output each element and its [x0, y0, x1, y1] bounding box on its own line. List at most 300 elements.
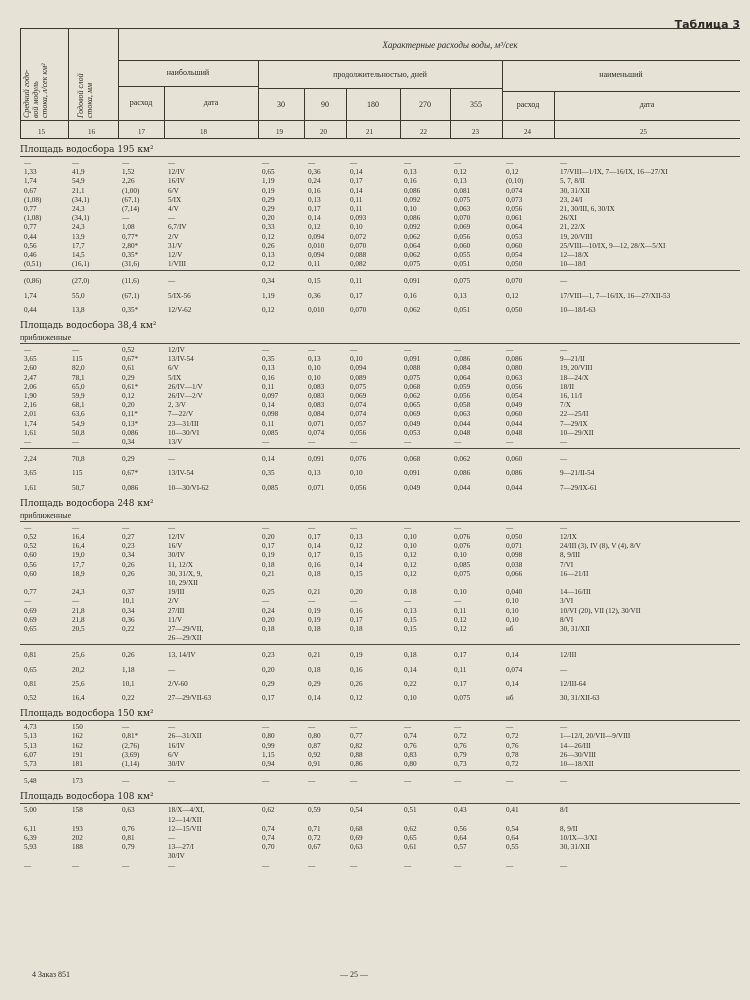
cell: 10/VI (20), VII (12), 30/VII [560, 606, 641, 615]
cell: 0,35 [262, 355, 275, 364]
cell: 0,10 [506, 606, 519, 615]
cell: — [308, 861, 316, 870]
cell: 0,11 [262, 382, 275, 391]
cell: 0,77 [24, 205, 37, 213]
cell: 27/III [168, 606, 185, 615]
cell: 1/VIII [168, 260, 186, 269]
cell: 0,089 [350, 373, 367, 382]
cell: 10—18/XII [560, 760, 594, 768]
table-row [0, 374, 750, 382]
table-row [0, 364, 750, 372]
summary-row [0, 651, 750, 659]
cell: — [404, 346, 412, 354]
table-row [0, 187, 750, 195]
cell: 30, 31/XII [560, 843, 590, 852]
cell: 0,15 [404, 625, 417, 633]
table-row [0, 346, 750, 354]
cell: 16/IV [168, 741, 185, 750]
cell: 0,92 [308, 750, 321, 759]
cell: 30, 31/XII-63 [560, 694, 600, 702]
cell: — [168, 159, 176, 167]
column-number: 15 [38, 128, 45, 136]
cell: — [560, 346, 568, 354]
cell: 2,24 [24, 455, 37, 464]
cell: 0,34 [262, 277, 275, 286]
cell: 24/III (3), IV (8), V (4), 8/V [560, 542, 641, 551]
cell: 0,77* [122, 232, 139, 241]
section-title: Площадь водосбора 108 км² [20, 792, 154, 803]
cell: — [72, 159, 80, 167]
cell: (16,1) [72, 260, 90, 269]
cell: 8, 9/II [560, 824, 578, 833]
cell: 25/VIII—10/IX, 9—12, 28/X—5/XI [560, 241, 666, 250]
cell: 13,9 [72, 232, 85, 241]
cell: 0,16 [262, 373, 275, 382]
table-row [0, 751, 750, 759]
table-row [0, 438, 750, 446]
cell: 10—30/VI [168, 428, 200, 437]
table-row [0, 205, 750, 213]
cell: 0,056 [350, 483, 367, 492]
cell: 17,7 [72, 241, 85, 250]
cell: 0,13 [404, 168, 417, 177]
cell: — [72, 438, 80, 446]
column-number: 22 [420, 128, 427, 136]
cell: — [122, 861, 130, 870]
cell: 0,15 [404, 615, 417, 624]
cell: 0,88 [350, 750, 363, 759]
cell: 0,056 [506, 382, 523, 391]
cell: 0,74 [262, 824, 275, 833]
cell: 4/V [168, 205, 179, 213]
cell: 19/III [168, 588, 185, 597]
cell: 0,13* [122, 419, 139, 428]
cell: 0,062 [404, 251, 421, 259]
cell: 0,56 [24, 560, 37, 569]
cell: 0,20 [262, 214, 275, 223]
cell: 13, 14/IV [168, 651, 196, 660]
cell: 21,8 [72, 615, 85, 624]
cell: 13/IV-54 [168, 355, 194, 364]
cell: 0,35 [262, 469, 275, 478]
cell: 0,14 [350, 168, 363, 177]
cell: 0,64 [506, 834, 519, 842]
cell: — [122, 214, 130, 223]
cell: 5/IX [168, 373, 182, 382]
cell: 0,070 [350, 305, 367, 314]
cell: 0,054 [506, 251, 523, 259]
cell: 0,18 [308, 625, 321, 633]
summary-row [0, 306, 750, 314]
cell: 12—18/X [560, 251, 589, 259]
section-subtitle: приближенные [20, 333, 72, 342]
cell: — [350, 159, 358, 167]
cell: 0,43 [454, 806, 467, 815]
cell: 12/V [168, 251, 183, 259]
cell: 0,14 [308, 694, 321, 702]
cell: 12/IV [168, 533, 185, 541]
cell: 0,094 [350, 364, 367, 373]
cell: 0,80 [404, 760, 417, 768]
cell: 0,075 [454, 569, 471, 578]
section-title: Площадь водосбора 195 км² [20, 145, 154, 155]
cell: 0,056 [506, 205, 523, 213]
summary-row [0, 666, 750, 674]
table-row [0, 588, 750, 596]
cell: 0,19 [308, 615, 321, 624]
cell: 1,33 [24, 168, 37, 177]
table-row [0, 816, 750, 824]
cell: 0,37 [122, 588, 135, 597]
cell: 1,90 [24, 392, 37, 400]
cell: 54,9 [72, 177, 85, 186]
cell: 30, 31/XII [560, 625, 590, 633]
cell: 0,13 [308, 195, 321, 204]
cell: 0,56 [454, 824, 467, 833]
cell: 0,068 [404, 455, 421, 464]
cell: 0,054 [506, 392, 523, 400]
cell: 0,20 [350, 588, 363, 597]
cell: — [72, 346, 80, 354]
cell: — [308, 723, 316, 732]
cell: 0,80 [262, 732, 275, 741]
cell: 5/IX [168, 195, 182, 204]
table-row [0, 843, 750, 851]
cell: нб [506, 694, 514, 702]
cell: — [506, 861, 514, 870]
cell: 1,15 [262, 750, 275, 759]
cell: 13,8 [72, 305, 85, 314]
cell: 0,053 [506, 232, 523, 241]
table-header [0, 0, 750, 140]
cell: 13/IV-54 [168, 469, 194, 478]
cell: 0,10 [454, 588, 467, 597]
table-row [0, 806, 750, 814]
cell: 0,26 [350, 679, 363, 688]
cell: 12/IV [168, 168, 185, 177]
cell: 0,098 [262, 410, 279, 419]
cell: 0,049 [404, 419, 421, 428]
cell: 1,19 [262, 177, 275, 186]
cell: 0,071 [506, 542, 523, 551]
cell: 0,080 [506, 364, 523, 373]
cell: 0,12 [454, 625, 467, 633]
cell: 0,092 [404, 195, 421, 204]
cell: 0,060 [454, 241, 471, 250]
cell: 0,088 [350, 251, 367, 259]
cell: — [454, 438, 462, 446]
table-label: Таблица 3 [674, 18, 740, 31]
cell: — [350, 523, 358, 532]
cell: 0,65 [24, 665, 37, 674]
header-d90: 90 [321, 100, 329, 109]
cell: 0,12 [506, 291, 519, 300]
cell: 6/V [168, 186, 179, 195]
cell: — [24, 346, 32, 354]
cell: 23—31/III [168, 419, 199, 428]
cell: 0,11 [308, 260, 321, 269]
cell: 7—29/IX-61 [560, 483, 598, 492]
cell: 1,18 [122, 665, 135, 674]
cell: 55,0 [72, 291, 85, 300]
table-row [0, 223, 750, 231]
cell: 0,060 [506, 241, 523, 250]
cell: 10—18/I [560, 260, 586, 269]
cell: 30/IV [168, 551, 185, 560]
cell: 0,60 [24, 551, 37, 560]
cell: 8, 9/III [560, 551, 580, 560]
cell: 0,075 [404, 373, 421, 382]
cell: — [262, 438, 270, 446]
cell: — [122, 723, 130, 732]
cell: 0,072 [350, 232, 367, 241]
cell: (34,1) [72, 195, 90, 204]
cell: 20,5 [72, 625, 85, 633]
cell: 0,086 [506, 355, 523, 364]
table-row [0, 410, 750, 418]
cell: 0,19 [350, 651, 363, 660]
separator [20, 270, 740, 271]
cell: 202 [72, 834, 83, 842]
table-row [0, 570, 750, 578]
cell: 0,056 [454, 232, 471, 241]
cell: 0,074 [350, 401, 367, 410]
cell: — [560, 277, 568, 286]
cell: 0,17 [350, 177, 363, 186]
cell: 0,075 [454, 277, 471, 286]
cell: 0,86 [350, 760, 363, 768]
table-row [0, 597, 750, 605]
cell: 5, 7, 8/II [560, 177, 585, 186]
cell: 0,67* [122, 469, 139, 478]
cell: 0,61 [122, 364, 135, 373]
cell: 6/V [168, 364, 179, 373]
cell: 0,56 [24, 241, 37, 250]
cell: 0,29 [122, 455, 135, 464]
cell: (0,51) [24, 260, 42, 269]
cell: 0,34 [122, 551, 135, 560]
cell: 0,18 [262, 560, 275, 569]
cell: 68,1 [72, 401, 85, 410]
cell: 0,14 [350, 560, 363, 569]
cell: 16,4 [72, 542, 85, 551]
cell: 3,65 [24, 469, 37, 478]
summary-row [0, 777, 750, 785]
cell: — [262, 861, 270, 870]
cell: 0,062 [454, 455, 471, 464]
cell: 12/IX [560, 533, 577, 541]
cell: 0,14 [506, 679, 519, 688]
cell: (1,14) [122, 760, 140, 768]
cell: 0,048 [454, 428, 471, 437]
cell: 0,69 [350, 834, 363, 842]
cell: 2/V-60 [168, 679, 188, 688]
cell: 0,16 [404, 177, 417, 186]
cell: 0,77 [24, 223, 37, 232]
cell: 0,065 [404, 401, 421, 410]
cell: — [506, 438, 514, 446]
cell: 0,17 [454, 679, 467, 688]
cell: 5,13 [24, 741, 37, 750]
cell: 0,086 [404, 214, 421, 223]
cell: 0,62 [262, 806, 275, 815]
cell: 3/VI [560, 597, 574, 606]
cell: 0,17 [454, 651, 467, 660]
cell: 0,63 [122, 806, 135, 815]
cell: 0,048 [506, 428, 523, 437]
cell: 0,34 [122, 438, 135, 446]
cell: 0,82 [350, 741, 363, 750]
cell: 0,69 [24, 606, 37, 615]
cell: 0,064 [454, 373, 471, 382]
cell: 0,076 [350, 455, 367, 464]
cell: 0,082 [350, 260, 367, 269]
cell: 0,76 [454, 741, 467, 750]
header-min-data: дата [639, 100, 655, 109]
cell: 0,12 [350, 694, 363, 702]
cell: (67,1) [122, 291, 140, 300]
cell: 0,098 [506, 551, 523, 560]
cell: 63,6 [72, 410, 85, 419]
cell: 193 [72, 824, 83, 833]
cell: (3,69) [122, 750, 140, 759]
cell: 0,72 [308, 834, 321, 842]
cell: 21, 30/III, 6, 30/IX [560, 205, 615, 213]
table-row [0, 533, 750, 541]
cell: 0,63 [350, 843, 363, 852]
cell: 0,22 [122, 694, 135, 702]
cell: — [560, 861, 568, 870]
cell: 0,99 [262, 741, 275, 750]
cell: 41,9 [72, 168, 85, 177]
cell: — [168, 834, 176, 842]
cell: 26/XI [560, 214, 577, 223]
cell: 0,52 [122, 346, 135, 354]
cell: — [122, 777, 130, 786]
cell: (27,0) [72, 277, 90, 286]
cell: 0,088 [404, 364, 421, 373]
cell: 18/II [560, 382, 574, 391]
cell: — [24, 523, 32, 532]
cell: 0,085 [454, 560, 471, 569]
cell: (7,14) [122, 205, 140, 213]
cell: 5,13 [24, 732, 37, 741]
cell: 0,055 [454, 251, 471, 259]
cell: — [560, 159, 568, 167]
cell: 0,83 [404, 750, 417, 759]
table-row [0, 401, 750, 409]
cell: 0,72 [454, 732, 467, 741]
cell: 0,097 [262, 392, 279, 400]
table-row [0, 168, 750, 176]
cell: 0,10 [350, 469, 363, 478]
summary-row [0, 277, 750, 285]
cell: 10,1 [122, 597, 135, 606]
table-row [0, 579, 750, 587]
cell: — [122, 523, 130, 532]
cell: 2/V [168, 232, 179, 241]
cell: 0,24 [262, 606, 275, 615]
cell: — [404, 159, 412, 167]
cell: 11, 12/X [168, 560, 193, 569]
cell: — [308, 777, 316, 786]
cell: 0,056 [454, 392, 471, 400]
table-row [0, 177, 750, 185]
cell: (1,00) [122, 186, 140, 195]
cell: — [168, 723, 176, 732]
cell: 0,26 [262, 241, 275, 250]
cell: — [24, 159, 32, 167]
column-number: 16 [88, 128, 95, 136]
cell: — [168, 777, 176, 786]
cell: — [404, 597, 412, 606]
cell: 150 [72, 723, 83, 732]
cell: 0,65 [404, 834, 417, 842]
cell: 0,071 [308, 419, 325, 428]
cell: 0,35* [122, 251, 139, 259]
header-max-group: наибольший [166, 68, 210, 77]
cell: 0,10 [404, 533, 417, 541]
cell: 0,12 [404, 551, 417, 560]
cell: — [308, 346, 316, 354]
cell: 26/IV—2/V [168, 392, 203, 400]
cell: 0,058 [454, 401, 471, 410]
cell: 0,18 [308, 665, 321, 674]
cell: 70,8 [72, 455, 85, 464]
cell: — [454, 346, 462, 354]
cell: 0,81* [122, 732, 139, 741]
cell: 12/III [560, 651, 577, 660]
cell: 0,075 [454, 195, 471, 204]
cell: 22—25/II [560, 410, 589, 419]
separator [20, 521, 740, 522]
cell: 0,70 [262, 843, 275, 852]
cell: 3,65 [24, 355, 37, 364]
cell: 0,15 [350, 551, 363, 560]
cell: 0,068 [404, 382, 421, 391]
cell: 0,55 [506, 843, 519, 852]
cell: 16/IV [168, 177, 185, 186]
cell: 17/VIII—1, 7—16/IX, 16—27/XII-53 [560, 291, 671, 300]
cell: 0,063 [454, 205, 471, 213]
cell: — [506, 523, 514, 532]
cell: 30, 31/X, 9, [168, 569, 203, 578]
footer-left: 4 Заказ 851 [32, 970, 71, 979]
cell: 0,18 [262, 625, 275, 633]
cell: 10—30/VI-62 [168, 483, 209, 492]
cell: 0,81 [24, 651, 37, 660]
table-row [0, 260, 750, 268]
cell: 0,35* [122, 305, 139, 314]
table-row [0, 542, 750, 550]
cell: 0,12 [122, 392, 135, 400]
cell: 10—18/I-63 [560, 305, 596, 314]
cell: 0,093 [350, 214, 367, 223]
column-number: 17 [138, 128, 145, 136]
cell: — [262, 159, 270, 167]
cell: 0,059 [454, 382, 471, 391]
cell: — [24, 861, 32, 870]
cell: 0,075 [404, 260, 421, 269]
cell: 24,3 [72, 223, 85, 232]
cell: 0,053 [404, 428, 421, 437]
cell: 0,52 [24, 533, 37, 541]
separator [20, 803, 740, 804]
cell: 0,29 [262, 205, 275, 213]
cell: 0,084 [308, 410, 325, 419]
cell: 0,13 [350, 533, 363, 541]
cell: 0,010 [308, 241, 325, 250]
